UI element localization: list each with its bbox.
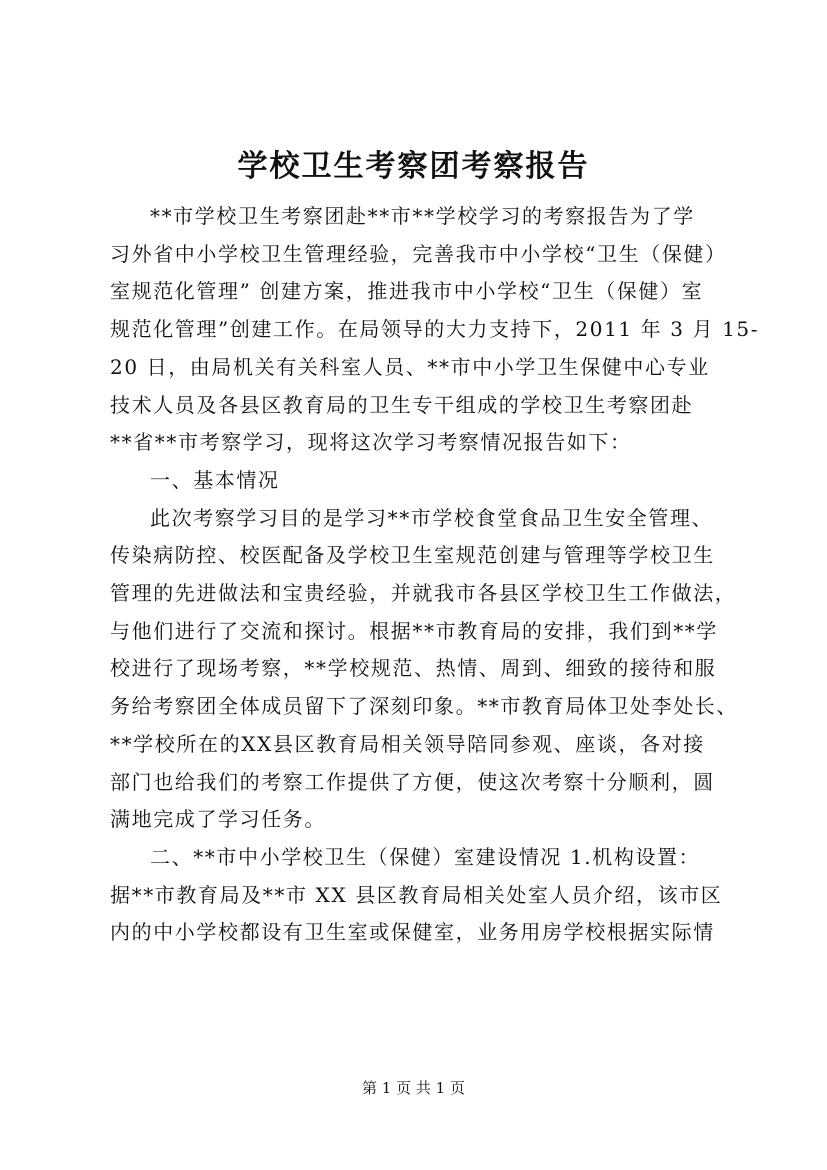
text-line: 传染病防控、校医配备及学校卫生室规范创建与管理等学校卫生 <box>110 543 715 568</box>
section-heading <box>110 462 722 500</box>
text-line: 20 日，由局机关有关科室人员、**市中小学卫生保健中心专业 <box>110 354 710 379</box>
text-line: 与他们进行了交流和探讨。根据**市教育局的安排，我们到**学 <box>110 618 718 643</box>
intro-paragraph <box>110 198 760 462</box>
text-line: 部门也给我们的考察工作提供了方便，使这次考察十分顺利，圆 <box>110 769 715 794</box>
page-footer: 第 1 页 共 1 页 <box>362 1079 465 1097</box>
section-paragraph <box>110 839 722 952</box>
text-line: 务给考察团全体成员留下了深刻印象。**市教育局体卫处李处长、 <box>110 694 738 719</box>
document-body <box>110 198 760 952</box>
text-line: 二、**市中小学校卫生（保健）室建设情况 1.机构设置： <box>150 844 701 869</box>
text-line: 内的中小学校都设有卫生室或保健室，业务用房学校根据实际情 <box>110 920 715 945</box>
section-paragraph <box>110 500 738 839</box>
text-line: 技术人员及各县区教育局的卫生专干组成的学校卫生考察团赴 <box>110 392 694 417</box>
text-line: **学校所在的XX县区教育局相关领导陪同参观、座谈，各对接 <box>110 731 705 756</box>
text-line: 满地完成了学习任务。 <box>110 807 326 832</box>
text-line: 校进行了现场考察，**学校规范、热情、周到、细致的接待和服 <box>110 656 717 681</box>
section-heading-text: 一、基本情况 <box>150 467 280 492</box>
text-line: 规范化管理”创建工作。在局领导的大力支持下，2011 年 3 月 15- <box>110 317 760 342</box>
text-line: 据**市教育局及**市 XX 县区教育局相关处室人员介绍，该市区 <box>110 882 723 907</box>
text-line: 管理的先进做法和宝贵经验，并就我市各县区学校卫生工作做法， <box>110 581 737 606</box>
text-line: **省**市考察学习，现将这次学习考察情况报告如下： <box>110 430 632 455</box>
text-line: 室规范化管理” 创建方案，推进我市中小学校“卫生（保健）室 <box>110 279 704 304</box>
text-line: 习外省中小学校卫生管理经验，完善我市中小学校“卫生（保健） <box>110 241 727 266</box>
text-line: **市学校卫生考察团赴**市**学校学习的考察报告为了学 <box>150 204 695 228</box>
document-title: 学校卫生考察团考察报告 <box>237 149 590 184</box>
text-line: 此次考察学习目的是学习**市学校食堂食品卫生安全管理、 <box>150 505 714 530</box>
